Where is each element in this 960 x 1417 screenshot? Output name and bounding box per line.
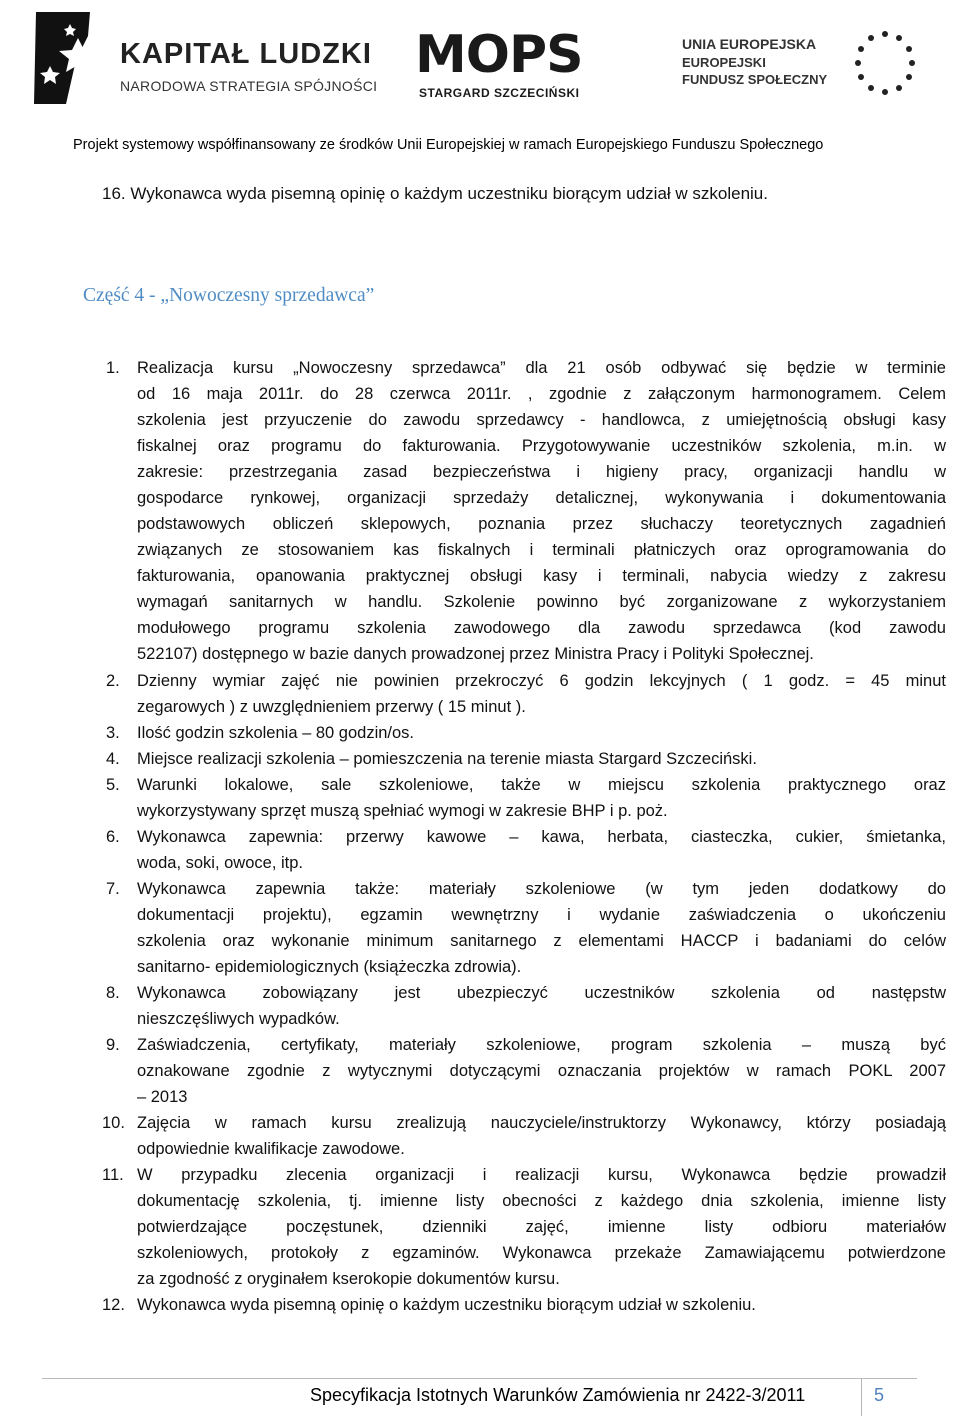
footer-rule: [42, 1378, 917, 1379]
list-item-line: Wykonawca wyda pisemną opinię o każdym uczestniku biorącym udział w szkoleniu.: [137, 1296, 756, 1314]
previous-item: 16. Wykonawca wyda pisemną opinię o każdym uczestniku biorącym udział w szkoleniu.: [102, 184, 768, 203]
list-item-line: Wykonawca zobowiązany jest ubezpieczyć uczestników szkolenia od następstw: [137, 984, 946, 1002]
list-item-number: 5.: [106, 776, 120, 794]
kapital-ludzki-title: KAPITAŁ LUDZKI: [120, 38, 372, 70]
list-item-number: 9.: [106, 1036, 120, 1054]
list-item-line: Dzienny wymiar zajęć nie powinien przekroczyć 6 godzin lekcyjnych ( 1 godz. = 45 minut: [137, 672, 946, 690]
list-item-line: dokumentację szkolenia, tj. imienne listy obecności z każdego dnia szkolenia, imienne listy: [137, 1192, 946, 1210]
list-item-line: odpowiednie kwalifikacje zawodowe.: [137, 1140, 405, 1158]
list-item-line: podstawowych obliczeń sklepowych, poznania przez słuchaczy teoretycznych zagadnień: [137, 515, 946, 533]
kapital-ludzki-logo: [28, 8, 378, 108]
list-item-line: modułowego programu szkolenia zawodowego dla zawodu sprzedawca (kod zawodu: [137, 619, 946, 637]
list-item-line: Realizacja kursu „Nowoczesny sprzedawca” dla 21 osób odbywać się będzie w terminie: [137, 359, 946, 377]
list-item-line: Wykonawca zapewnia: przerwy kawowe – kawa, herbata, ciasteczka, cukier, śmietanka,: [137, 828, 946, 846]
project-caption: Projekt systemowy współfinansowany ze środków Unii Europejskiej w ramach Europejskiego Funduszu Społecznego: [73, 137, 824, 153]
eu-line-1: UNIA EUROPEJSKA: [682, 36, 817, 52]
list-item-line: zakresie: przestrzegania zasad bezpieczeństwa i higieny pracy, organizacji handlu w: [137, 463, 946, 481]
list-item-number: 3.: [106, 724, 120, 742]
list-item-number: 8.: [106, 984, 120, 1002]
list-item-number: 11.: [102, 1166, 124, 1184]
list-item-line: sanitarno- epidemiologicznych (książeczka zdrowia).: [137, 958, 522, 976]
list-item-line: Miejsce realizacji szkolenia – pomieszczenia na terenie miasta Stargard Szczeciński.: [137, 750, 757, 768]
list-item-line: szkoleniowych, protokoły z egzaminów. Wykonawca przekaże Zamawiającemu potwierdzone: [137, 1244, 946, 1262]
list-item-line: szkolenia jest przyuczenie do zawodu sprzedawcy - handlowca, z umiejętnością obsługi kasy: [137, 411, 946, 429]
list-item-line: potwierdzające poczęstunek, dzienniki zajęć, imienne listy odbioru materiałów: [137, 1218, 946, 1236]
list-item-line: związanych ze stosowaniem kas fiskalnych i terminali płatniczych oraz oprogramowania do: [137, 541, 946, 559]
list-item-line: fakturowania, opanowania praktycznej obsługi kasy i terminali, nabycia wiedzy z zakresu: [137, 567, 946, 585]
mops-logo: [415, 26, 615, 106]
list-item-line: nieszczęśliwych wypadków.: [137, 1010, 340, 1028]
mops-subtitle: STARGARD SZCZECIŃSKI: [419, 86, 580, 100]
list-item-number: 7.: [106, 880, 120, 898]
eu-line-2: EUROPEJSKI: [682, 55, 766, 70]
list-item-number: 12.: [102, 1296, 125, 1314]
list-item-line: gospodarce rynkowej, organizacji sprzedaży detalicznej, wykonywania i dokumentowania: [137, 489, 946, 507]
list-item-line: Zaświadczenia, certyfikaty, materiały szkoleniowe, program szkolenia – muszą być: [137, 1036, 946, 1054]
kapital-ludzki-subtitle: NARODOWA STRATEGIA SPÓJNOŚCI: [120, 78, 378, 94]
kapital-ludzki-emblem-icon: [28, 8, 108, 108]
list-item-number: 2.: [106, 672, 120, 690]
section-title: Część 4 - „Nowoczesny sprzedawca”: [83, 285, 375, 306]
eu-stars-icon: [847, 28, 923, 98]
page-header: [0, 0, 960, 153]
list-item-line: za zgodność z oryginałem kserokopie dokumentów kursu.: [137, 1270, 560, 1288]
eu-logo: [672, 28, 942, 98]
list-item-line: oznakowane zgodnie z wytycznymi dotyczącymi oznaczania projektów w ramach POKL 2007: [137, 1062, 946, 1080]
footer-divider: [861, 1378, 862, 1416]
list-item-line: dokumentacji projektu), egzamin wewnętrzny i wydanie zaświadczenia o ukończeniu: [137, 906, 946, 924]
list-item-line: zegarowych ) z uwzględnieniem przerwy ( 15 minut ).: [137, 698, 526, 716]
footer-title: Specyfikacja Istotnych Warunków Zamówienia nr 2422-3/2011: [310, 1385, 806, 1405]
list-item-number: 10.: [102, 1114, 125, 1132]
list-item-line: Warunki lokalowe, sale szkoleniowe, także w miejscu szkolenia praktycznego oraz: [137, 776, 946, 794]
list-item-line: W przypadku zlecenia organizacji i realizacji kursu, Wykonawca będzie prowadził: [137, 1166, 946, 1184]
mops-title: MOPS: [415, 25, 583, 85]
list-item-line: szkolenia oraz wykonanie minimum sanitarnego z elementami HACCP i badaniami do celów: [137, 932, 946, 950]
list-item-number: 4.: [106, 750, 120, 768]
list-item-number: 6.: [106, 828, 120, 846]
page-number: 5: [874, 1385, 885, 1405]
eu-line-3: FUNDUSZ SPOŁECZNY: [682, 72, 828, 87]
list-item-line: Ilość godzin szkolenia – 80 godzin/os.: [137, 724, 415, 742]
list-item-line: woda, soki, owoce, itp.: [137, 854, 303, 872]
list-item-line: od 16 maja 2011r. do 28 czerwca 2011r. , zgodnie z załączonym harmonogramem. Celem: [137, 385, 946, 403]
list-item-line: wykorzystywany sprzęt muszą spełniać wymogi w zakresie BHP i p. poż.: [137, 802, 668, 820]
list-item-line: 522107) dostępnego w bazie danych prowadzonej przez Ministra Pracy i Polityki Społecznej.: [137, 645, 814, 663]
list-item-line: wymagań sanitarnych w handlu. Szkolenie powinno być zorganizowane z wykorzystaniem: [137, 593, 946, 611]
list-item-line: Zajęcia w ramach kursu zrealizują nauczyciele/instruktorzy Wykonawcy, którzy posiadają: [137, 1114, 946, 1132]
list-item-line: fiskalnej oraz programu do fakturowania. Przygotowywanie uczestników szkolenia, m.in. w: [137, 437, 946, 455]
list-item-line: – 2013: [137, 1088, 188, 1106]
list-item-line: Wykonawca zapewnia także: materiały szkoleniowe (w tym jeden dodatkowy do: [137, 880, 946, 898]
list-item-number: 1.: [106, 359, 120, 377]
